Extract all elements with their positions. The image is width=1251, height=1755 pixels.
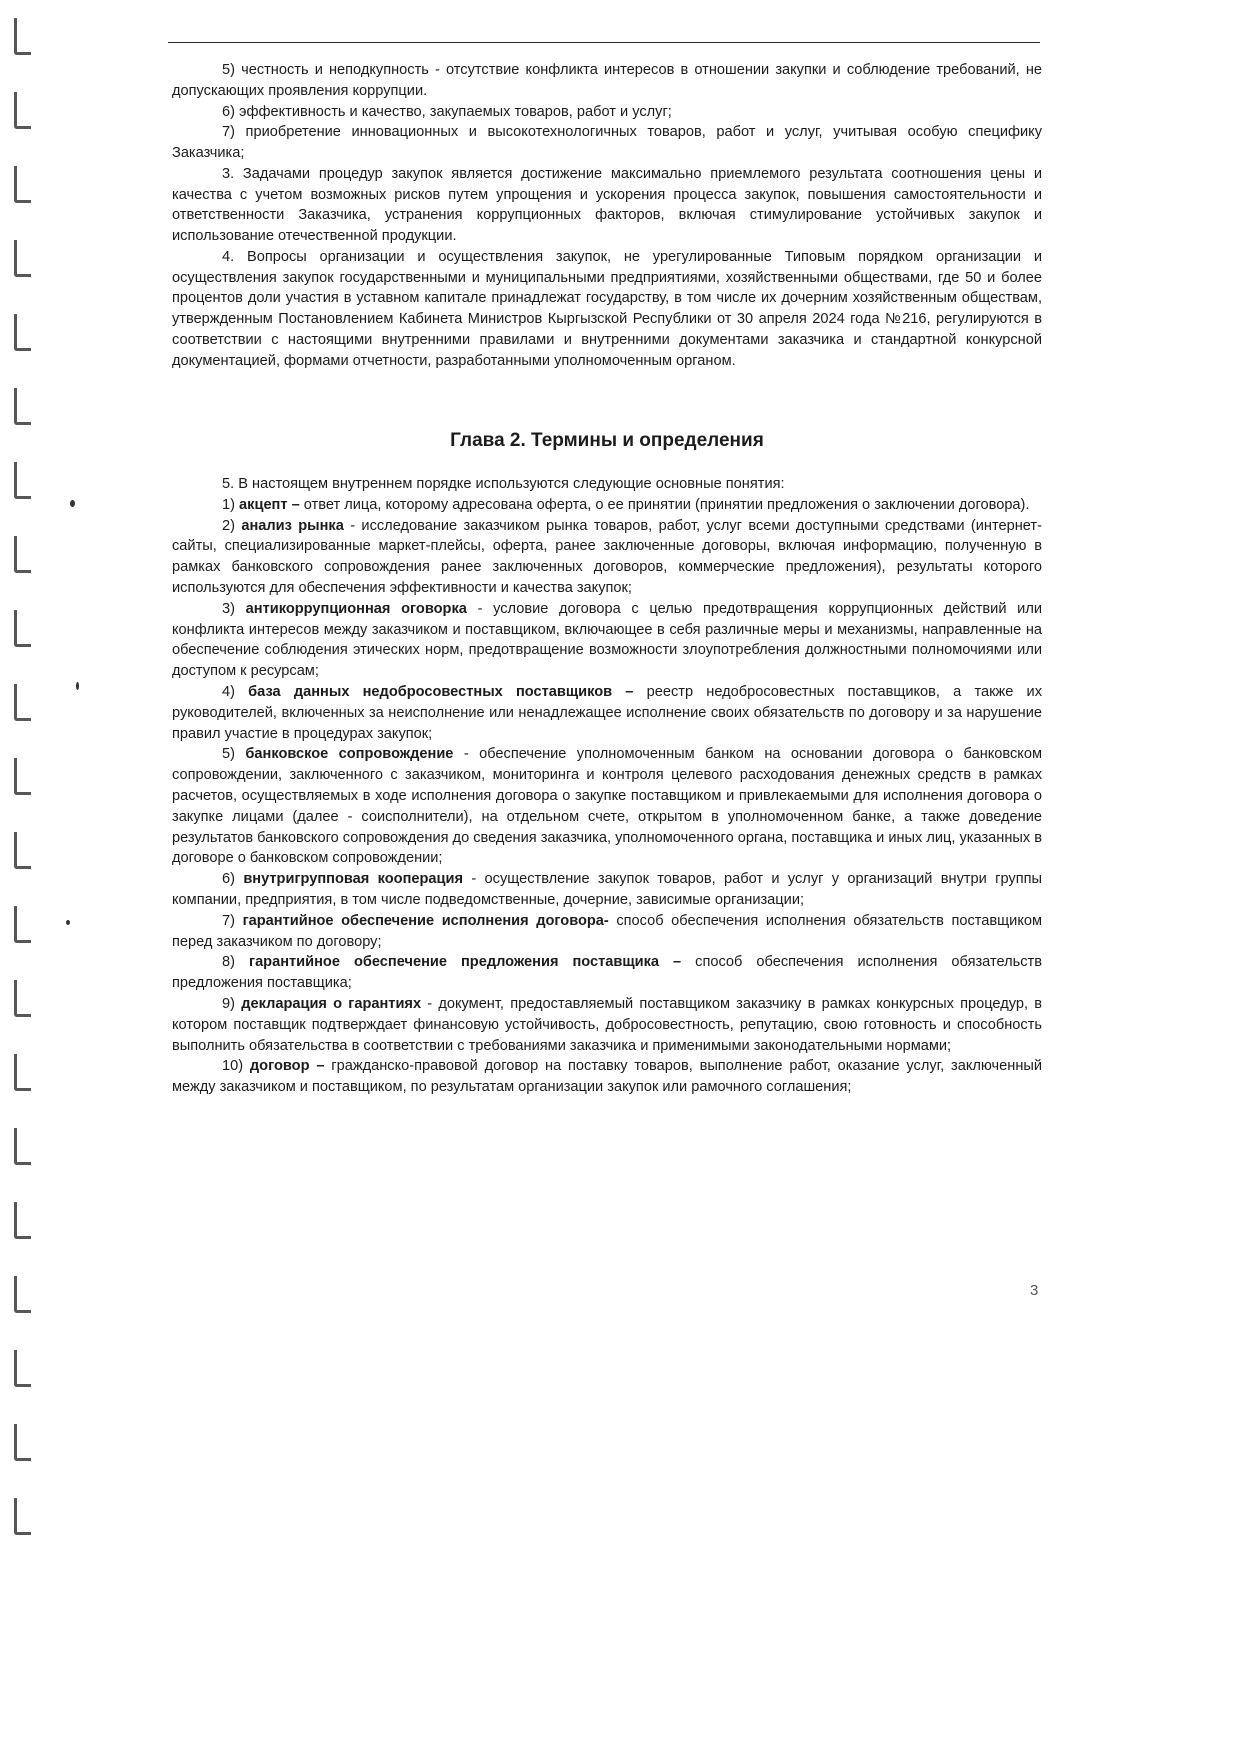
definition-term: договор –	[249, 1058, 325, 1075]
binding-hole	[14, 1424, 31, 1461]
definitions-section	[172, 474, 1042, 1098]
binding-hole	[14, 1128, 31, 1165]
definition-term: акцепт –	[239, 496, 300, 513]
definition-term: гарантийное обеспечение предложения поставщика –	[248, 954, 682, 971]
binding-hole	[14, 314, 31, 351]
binding-hole	[14, 1498, 31, 1535]
binding-hole	[14, 166, 31, 203]
definition-item: 4) база данных недобросовестных поставщиков – реестр недобросовестных поставщиков, а также их руководителей, включенных за неисполнение или ненадлежащее исполнение своих обязательств по договору и за нарушение правил участие в процедурах закупок;	[172, 683, 1042, 742]
binding-hole	[14, 1202, 31, 1239]
definition-item: 5) банковское сопровождение - обеспечение уполномоченным банком на основании договора о банковском сопровождении, заключенного с заказчиком, мониторинга и контроля целевого расходования денежных средств в рамках расчетов, осуществляемых в ходе исполнения договора о закупке поставщиком и привлекаемыми для исполнения договора о закупке лицами (далее - соисполнители), на отдельном счете, открытом в уполномоченном банке, а также доведение результатов банковского сопровождения до сведения заказчика, уполномоченного органа, поставщика и иных лиц, указанных в договоре о банковском сопровождении;	[172, 746, 1043, 867]
binding-hole	[14, 536, 31, 573]
intro-paragraph: 6) эффективность и качество, закупаемых товаров, работ и услуг;	[222, 103, 672, 120]
definitions-intro: 5. В настоящем внутреннем порядке используются следующие основные понятия:	[222, 476, 785, 492]
binding-hole	[14, 832, 31, 869]
binding-hole	[14, 462, 31, 499]
definition-term: банковское сопровождение	[245, 746, 454, 763]
binding-hole	[14, 684, 31, 721]
definition-item: 6) внутригрупповая кооперация - осуществление закупок товаров, работ и услуг у организаций внутри группы компании, предприятия, в том числе подведомственные, дочерние, зависимые организации;	[172, 871, 1043, 908]
binding-hole	[14, 18, 31, 55]
definition-item: 3) антикоррупционная оговорка - условие договора с целью предотвращения коррупционных действий или конфликта интересов между заказчиком и поставщиком, включающее в себя различные меры и механизмы, направленные на обеспечение соблюдения этических норм, предотвращение возможности злоупотребления должностными полномочиями или доступом к ресурсам;	[172, 600, 1042, 680]
intro-paragraph: 5) честность и неподкупность - отсутствие конфликта интересов в отношении закупки и соблюдение требований, не допускающих проявления коррупции.	[172, 62, 1042, 99]
binding-hole	[14, 980, 31, 1017]
binding-hole	[14, 610, 31, 647]
binding-hole	[14, 388, 31, 425]
definition-term: внутригрупповая кооперация	[243, 871, 464, 888]
definition-item: 7) гарантийное обеспечение исполнения договора- способ обеспечения исполнения обязательств поставщиком перед заказчиком по договору;	[172, 912, 1043, 950]
page-number: 3	[1030, 1282, 1039, 1299]
intro-section	[172, 60, 1042, 371]
binding-hole	[14, 1276, 31, 1313]
binding-hole	[14, 1350, 31, 1387]
binding-hole	[14, 1054, 31, 1091]
scan-speck	[70, 500, 75, 507]
binding-hole	[14, 240, 31, 277]
intro-paragraph: 4. Вопросы организации и осуществления закупок, не урегулированные Типовым порядком организации и осуществления закупок государственными и муниципальными предприятиями, хозяйственными обществами, где 50 и более процентов доли участия в уставном капитале принадлежат государству, в том числе их дочерним хозяйственным обществам, утвержденным Постановлением Кабинета Министров Кыргызской Республики от 30 апреля 2024 года №216, регулируются в соответствии с настоящими внутренними правилами и внутренними документами заказчика и стандартной конкурсной документацией, формами отчетности, разработанными уполномоченным органом.	[172, 248, 1042, 369]
binding-holes	[0, 0, 60, 1568]
definition-item: 9) декларация о гарантиях - документ, предоставляемый поставщиком заказчику в рамках конкурсных процедур, в котором поставщик подтверждает финансовую устойчивость, добросовестность, репутацию, свою готовность и способность выполнить обязательства в соответствии с требованиями заказчика и применимыми законодательными нормами;	[172, 995, 1042, 1054]
definition-item: 8) гарантийное обеспечение предложения поставщика – способ обеспечения исполнения обязательств предложения поставщика;	[172, 954, 1042, 992]
definition-term: гарантийное обеспечение исполнения договора-	[242, 912, 609, 929]
binding-hole	[14, 906, 31, 943]
definition-term: декларация о гарантиях	[241, 995, 422, 1012]
scan-speck	[76, 682, 79, 690]
binding-hole	[14, 92, 31, 129]
definition-term: анализ рынка	[241, 517, 344, 534]
intro-paragraph: 7) приобретение инновационных и высокотехнологичных товаров, работ и услуг, учитывая особую специфику Заказчика;	[172, 124, 1042, 161]
intro-paragraph: 3. Задачами процедур закупок является достижение максимально приемлемого результата соотношения цены и качества с учетом возможных рисков путем упрощения и ускорения процесса закупок, повышения самостоятельности и ответственности Заказчика, устранения коррупционных факторов, включая стимулирование устойчивых закупок и использование отечественной продукции.	[172, 165, 1042, 244]
definition-item: 10) договор – гражданско-правовой договор на поставку товаров, выполнение работ, оказание услуг, заключенный между заказчиком и поставщиком, по результатам организации закупок или рамочного соглашения;	[172, 1058, 1043, 1096]
header-rule	[168, 42, 1040, 43]
definition-item: 1) акцепт – ответ лица, которому адресована оферта, о ее принятии (принятии предложения о заключении договора).	[222, 496, 1030, 513]
binding-hole	[14, 758, 31, 795]
definition-term: антикоррупционная оговорка	[245, 600, 467, 617]
definition-term: база данных недобросовестных поставщиков –	[248, 683, 634, 700]
definition-item: 2) анализ рынка - исследование заказчиком рынка товаров, работ, услуг всеми доступными средствами (интернет-сайты, специализированные маркет-плейсы, оферта, ранее заключенные договоры, включая информацию, полученную в рамках банковского сопровождения ранее заключенных договоров, коммерческие предложения), результаты которого используются для обеспечения эффективности и качества закупок;	[172, 517, 1042, 596]
scan-speck	[66, 920, 70, 925]
chapter-title: Глава 2. Термины и определения	[450, 430, 764, 451]
